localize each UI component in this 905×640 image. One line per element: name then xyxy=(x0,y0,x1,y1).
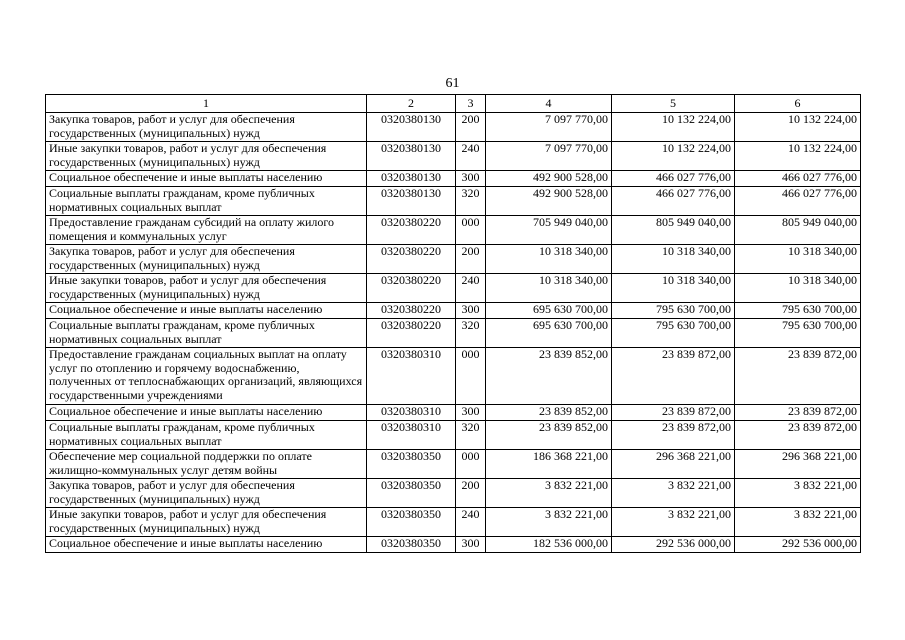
table-row xyxy=(46,319,861,348)
row-amount-col6: 3 832 221,00 xyxy=(735,508,861,537)
row-name: Закупка товаров, работ и услуг для обеспечения государственных (муниципальных) нужд xyxy=(46,245,367,274)
row-expense-type: 200 xyxy=(456,479,486,508)
row-amount-col5: 23 839 872,00 xyxy=(612,421,735,450)
header-row xyxy=(46,95,861,113)
row-csr-code: 0320380220 xyxy=(367,319,456,348)
row-csr-code: 0320380350 xyxy=(367,479,456,508)
row-amount-col6: 10 132 224,00 xyxy=(735,113,861,142)
table-row xyxy=(46,479,861,508)
row-amount-col6: 296 368 221,00 xyxy=(735,450,861,479)
row-amount-col5: 466 027 776,00 xyxy=(612,171,735,187)
row-amount-col5: 795 630 700,00 xyxy=(612,303,735,319)
row-csr-code: 0320380220 xyxy=(367,274,456,303)
row-csr-code: 0320380220 xyxy=(367,245,456,274)
row-expense-type: 300 xyxy=(456,405,486,421)
row-name: Социальные выплаты гражданам, кроме публичных нормативных социальных выплат xyxy=(46,319,367,348)
row-amount-col4: 695 630 700,00 xyxy=(486,319,612,348)
column-header-1: 1 xyxy=(46,95,367,113)
row-expense-type: 240 xyxy=(456,274,486,303)
table-row xyxy=(46,171,861,187)
row-csr-code: 0320380310 xyxy=(367,405,456,421)
row-amount-col5: 296 368 221,00 xyxy=(612,450,735,479)
row-csr-code: 0320380310 xyxy=(367,348,456,405)
row-amount-col4: 695 630 700,00 xyxy=(486,303,612,319)
table-row xyxy=(46,450,861,479)
row-amount-col6: 10 132 224,00 xyxy=(735,142,861,171)
column-header-4: 4 xyxy=(486,95,612,113)
row-name: Закупка товаров, работ и услуг для обеспечения государственных (муниципальных) нужд xyxy=(46,113,367,142)
row-name: Иные закупки товаров, работ и услуг для обеспечения государственных (муниципальных) нужд xyxy=(46,142,367,171)
row-amount-col6: 23 839 872,00 xyxy=(735,348,861,405)
row-amount-col4: 10 318 340,00 xyxy=(486,245,612,274)
row-name: Социальные выплаты гражданам, кроме публичных нормативных социальных выплат xyxy=(46,421,367,450)
row-name: Иные закупки товаров, работ и услуг для обеспечения государственных (муниципальных) нужд xyxy=(46,508,367,537)
row-amount-col4: 3 832 221,00 xyxy=(486,479,612,508)
row-amount-col5: 795 630 700,00 xyxy=(612,319,735,348)
row-amount-col6: 10 318 340,00 xyxy=(735,245,861,274)
row-amount-col4: 23 839 852,00 xyxy=(486,405,612,421)
row-name: Предоставление гражданам социальных выплат на оплату услуг по отоплению и горячему водоснабжению, полученных от теплоснабжающих организаций, являющихся государственными учреждениями xyxy=(46,348,367,405)
budget-table xyxy=(45,94,861,553)
row-amount-col6: 466 027 776,00 xyxy=(735,187,861,216)
table-row xyxy=(46,113,861,142)
row-name: Социальное обеспечение и иные выплаты населению xyxy=(46,303,367,319)
row-amount-col5: 23 839 872,00 xyxy=(612,405,735,421)
row-name: Социальное обеспечение и иные выплаты населению xyxy=(46,171,367,187)
row-csr-code: 0320380220 xyxy=(367,216,456,245)
row-name: Иные закупки товаров, работ и услуг для обеспечения государственных (муниципальных) нужд xyxy=(46,274,367,303)
column-header-2: 2 xyxy=(367,95,456,113)
row-expense-type: 000 xyxy=(456,216,486,245)
row-name: Закупка товаров, работ и услуг для обеспечения государственных (муниципальных) нужд xyxy=(46,479,367,508)
row-amount-col5: 23 839 872,00 xyxy=(612,348,735,405)
row-amount-col5: 805 949 040,00 xyxy=(612,216,735,245)
row-amount-col4: 23 839 852,00 xyxy=(486,421,612,450)
row-expense-type: 000 xyxy=(456,450,486,479)
row-amount-col4: 7 097 770,00 xyxy=(486,113,612,142)
row-amount-col5: 10 132 224,00 xyxy=(612,113,735,142)
row-csr-code: 0320380130 xyxy=(367,187,456,216)
row-expense-type: 320 xyxy=(456,319,486,348)
table-row xyxy=(46,245,861,274)
row-expense-type: 000 xyxy=(456,348,486,405)
table-row xyxy=(46,142,861,171)
row-amount-col6: 10 318 340,00 xyxy=(735,274,861,303)
page-number: 61 xyxy=(445,76,460,91)
row-amount-col4: 3 832 221,00 xyxy=(486,508,612,537)
row-amount-col6: 23 839 872,00 xyxy=(735,421,861,450)
row-name: Социальное обеспечение и иные выплаты населению xyxy=(46,537,367,553)
row-amount-col4: 182 536 000,00 xyxy=(486,537,612,553)
table-row xyxy=(46,216,861,245)
row-name: Предоставление гражданам субсидий на оплату жилого помещения и коммунальных услуг xyxy=(46,216,367,245)
row-amount-col6: 795 630 700,00 xyxy=(735,319,861,348)
row-amount-col4: 10 318 340,00 xyxy=(486,274,612,303)
row-csr-code: 0320380130 xyxy=(367,142,456,171)
table-row xyxy=(46,421,861,450)
row-amount-col4: 23 839 852,00 xyxy=(486,348,612,405)
row-expense-type: 200 xyxy=(456,245,486,274)
row-amount-col4: 492 900 528,00 xyxy=(486,187,612,216)
row-csr-code: 0320380130 xyxy=(367,171,456,187)
row-csr-code: 0320380130 xyxy=(367,113,456,142)
row-amount-col5: 292 536 000,00 xyxy=(612,537,735,553)
row-csr-code: 0320380310 xyxy=(367,421,456,450)
table-row xyxy=(46,187,861,216)
row-name: Социальные выплаты гражданам, кроме публичных нормативных социальных выплат xyxy=(46,187,367,216)
row-csr-code: 0320380350 xyxy=(367,508,456,537)
column-header-5: 5 xyxy=(612,95,735,113)
row-amount-col5: 466 027 776,00 xyxy=(612,187,735,216)
column-header-3: 3 xyxy=(456,95,486,113)
row-amount-col5: 10 132 224,00 xyxy=(612,142,735,171)
row-amount-col6: 795 630 700,00 xyxy=(735,303,861,319)
row-expense-type: 300 xyxy=(456,171,486,187)
row-csr-code: 0320380350 xyxy=(367,537,456,553)
table-row xyxy=(46,303,861,319)
table-row xyxy=(46,405,861,421)
row-amount-col6: 292 536 000,00 xyxy=(735,537,861,553)
table-row xyxy=(46,274,861,303)
row-amount-col6: 805 949 040,00 xyxy=(735,216,861,245)
column-header-6: 6 xyxy=(735,95,861,113)
row-csr-code: 0320380220 xyxy=(367,303,456,319)
row-amount-col5: 3 832 221,00 xyxy=(612,479,735,508)
row-amount-col6: 466 027 776,00 xyxy=(735,171,861,187)
row-amount-col5: 10 318 340,00 xyxy=(612,245,735,274)
row-amount-col5: 10 318 340,00 xyxy=(612,274,735,303)
row-amount-col5: 3 832 221,00 xyxy=(612,508,735,537)
row-expense-type: 240 xyxy=(456,142,486,171)
table-row xyxy=(46,508,861,537)
row-expense-type: 320 xyxy=(456,421,486,450)
row-amount-col4: 705 949 040,00 xyxy=(486,216,612,245)
table-row xyxy=(46,348,861,405)
row-expense-type: 300 xyxy=(456,303,486,319)
row-amount-col4: 492 900 528,00 xyxy=(486,171,612,187)
table-row xyxy=(46,537,861,553)
row-expense-type: 240 xyxy=(456,508,486,537)
row-name: Обеспечение мер социальной поддержки по оплате жилищно-коммунальных услуг детям войны xyxy=(46,450,367,479)
row-amount-col6: 3 832 221,00 xyxy=(735,479,861,508)
row-expense-type: 200 xyxy=(456,113,486,142)
row-expense-type: 320 xyxy=(456,187,486,216)
row-amount-col4: 7 097 770,00 xyxy=(486,142,612,171)
row-name: Социальное обеспечение и иные выплаты населению xyxy=(46,405,367,421)
row-amount-col6: 23 839 872,00 xyxy=(735,405,861,421)
row-expense-type: 300 xyxy=(456,537,486,553)
row-amount-col4: 186 368 221,00 xyxy=(486,450,612,479)
row-csr-code: 0320380350 xyxy=(367,450,456,479)
